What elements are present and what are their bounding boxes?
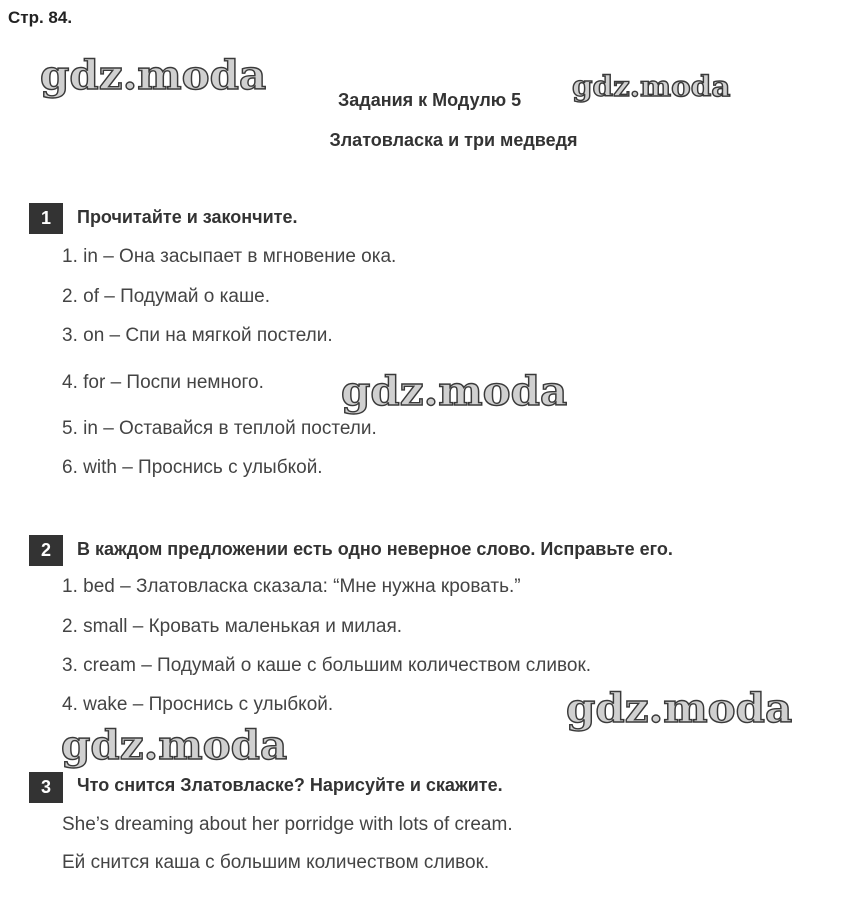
task-2-item: 4. wake – Проснись с улыбкой. xyxy=(62,694,334,715)
task-3-answer-english: She’s dreaming about her porridge with lots of cream. xyxy=(62,814,513,835)
task-1-item: 3. on – Спи на мягкой постели. xyxy=(62,325,333,346)
watermark-lower-left: gdz.moda xyxy=(61,722,288,769)
task-2-item: 3. cream – Подумай о каше с большим количеством сливок. xyxy=(62,655,592,676)
task-1-item: 5. in – Оставайся в теплой постели. xyxy=(62,418,377,439)
task-3-badge: 3 xyxy=(29,772,63,803)
task-2-heading: В каждом предложении есть одно неверное слово. Исправьте его. xyxy=(77,539,673,559)
story-title: Златовласка и три медведя xyxy=(329,130,578,150)
task-2-item: 2. small – Кровать маленькая и милая. xyxy=(62,616,403,637)
task-1-item: 4. for – Поспи немного. xyxy=(62,372,264,393)
task-2-item: 1. bed – Златовласка сказала: “Мне нужна кровать.” xyxy=(62,576,521,597)
page-label: Стр. 84. xyxy=(8,8,73,27)
task-1-item: 2. of – Подумай о каше. xyxy=(62,286,271,307)
watermark-top-right: gdz.moda xyxy=(572,70,731,103)
watermark-middle: gdz.moda xyxy=(341,368,568,415)
task-1-heading: Прочитайте и закончите. xyxy=(77,207,298,227)
task-3-answer-russian: Ей снится каша с большим количеством сливок. xyxy=(62,852,490,873)
task-2-badge: 2 xyxy=(29,535,63,566)
task-3-heading: Что снится Златовласке? Нарисуйте и скажите. xyxy=(77,775,503,795)
task-1-badge: 1 xyxy=(29,203,63,234)
task-1-item: 1. in – Она засыпает в мгновение ока. xyxy=(62,246,397,267)
module-title: Задания к Модулю 5 xyxy=(338,90,522,110)
watermark-lower-right: gdz.moda xyxy=(566,685,793,732)
watermark-top-left: gdz.moda xyxy=(40,52,267,99)
task-1-item: 6. with – Проснись с улыбкой. xyxy=(62,457,323,478)
